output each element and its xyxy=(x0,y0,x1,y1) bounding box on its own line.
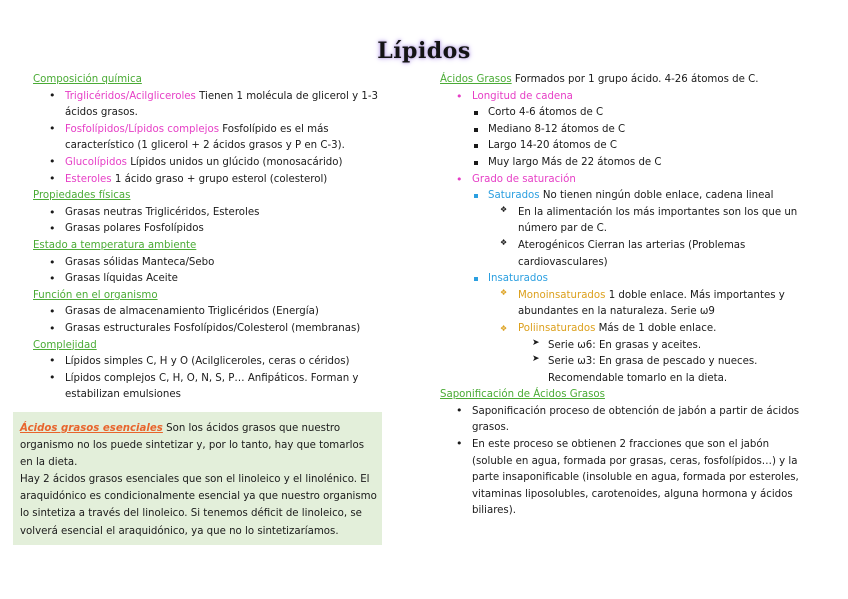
list-item: • Lípidos simples C, H y O (Acilgliceroles, ceras o céridos) xyxy=(33,354,408,371)
list-item: ❖ En la alimentación los más importantes son los que un número par de C. xyxy=(440,205,800,238)
box-title: Ácidos grasos esenciales xyxy=(20,423,163,434)
page-title: Lípidos xyxy=(377,38,471,64)
list-item: ➤ Serie ω6: En grasas y aceites. xyxy=(440,338,800,355)
mono-item: ❖ Monoinsaturados 1 doble enlace. Más importantes y abundantes en la naturaleza. Serie ω9 xyxy=(440,288,800,321)
longitud-label: • Longitud de cadena xyxy=(440,89,800,106)
section-heading-estado: Estado a temperatura ambiente xyxy=(33,239,197,251)
left-column xyxy=(33,72,408,404)
list-item: ➤ Serie ω3: En grasa de pescado y nueces. Recomendable tomarlo en la dieta. xyxy=(440,354,800,387)
list-item: Muy largo Más de 22 átomos de C xyxy=(440,155,800,172)
list-item: • Grasas polares Fosfolípidos xyxy=(33,221,408,238)
term-monoinsaturados: Monoinsaturados xyxy=(518,289,606,301)
section-heading-saponificacion: Saponificación de Ácidos Grasos xyxy=(440,389,605,401)
list-item: • Grasas sólidas Manteca/Sebo xyxy=(33,255,408,272)
list-item: • Esteroles 1 ácido graso + grupo esterol (colesterol) xyxy=(33,172,408,189)
section-heading-acidos: Ácidos Grasos xyxy=(440,74,512,85)
saturados-item: Saturados No tienen ningún doble enlace, cadena lineal xyxy=(440,188,800,205)
term-saturados: Saturados xyxy=(488,190,540,202)
list-item: • Grasas líquidas Aceite xyxy=(33,271,408,288)
list-item: • Glucolípidos Lípidos unidos un glúcido (monosacárido) xyxy=(33,155,408,172)
list-item: • Grasas de almacenamiento Triglicéridos (Energía) xyxy=(33,304,408,321)
list-item: • Grasas estructurales Fosfolípidos/Colesterol (membranas) xyxy=(33,321,408,338)
term-glucolipidos: Glucolípidos xyxy=(65,156,127,168)
list-item: • Triglicéridos/Acilgliceroles Tienen 1 molécula de glicerol y 1-3 ácidos grasos. xyxy=(33,89,408,122)
essential-fatty-acids-box: Ácidos grasos esenciales Son los ácidos grasos que nuestro organismo no los puede sintetizar y, por lo tanto, hay que tomarlos en la dieta. Hay 2 ácidos grasos esenciales que son el linoleico y el linolénico. El araquidónico es condicionalmente esencial ya que nuestro organismo lo sintetiza a través del linoleico. Si tenemos déficit de linoleico, se volverá esencial el araquidónico, ya que no lo sintetizaríamos. xyxy=(13,412,382,545)
section-heading-composicion: Composición química xyxy=(33,74,142,85)
poli-item: ❖ Poliinsaturados Más de 1 doble enlace. xyxy=(440,321,800,338)
box-line: organismo no los puede sintetizar y, por lo tanto, hay que tomarlos xyxy=(20,440,365,452)
list-item: ❖ Aterogénicos Cierran las arterias (Problemas cardiovasculares) xyxy=(440,238,800,271)
acidos-list xyxy=(440,89,800,388)
list-item: • En este proceso se obtienen 2 fracciones que son el jabón (soluble en agua, formada por grasas, ceras, fosfolípidos…) y la parte insaponificable (insoluble en agua, formada por esteroles, vitaminas liposolubles, carotenoides, alguna hormona y ácidos biliares). xyxy=(440,437,800,520)
section-heading-complejidad: Complejidad xyxy=(33,339,97,351)
list-item: Largo 14-20 átomos de C xyxy=(440,138,800,155)
term-fosfolipidos: Fosfolípidos/Lípidos complejos xyxy=(65,123,219,135)
term-trigliceridos: Triglicéridos/Acilgliceroles xyxy=(65,90,196,102)
term-esteroles: Esteroles xyxy=(65,173,112,185)
right-column: Ácidos Grasos Formados por 1 grupo ácido. 4-26 átomos de C. • Longitud de cadena Corto 4-6 átomos de C Mediano 8-12 átomos de C Largo 14-20 átomos de C Muy largo Más de 22 átomos de C • Grado de saturación Saturados No tienen ningún doble enlace, cadena lineal ❖ En la alimentación los más importantes son los que un número par de C. ❖ Aterogénicos Cierran las arterias (Problemas cardiovasculares) Insaturados ❖ Monoinsaturados 1 doble enlace. Más importantes y abundantes en la naturaleza. Serie ω9 ❖ Poliinsaturados Más de 1 doble enlace. ➤ Serie ω6: En grasas y aceites. ➤ Serie ω3: En grasa de pescado y nueces. Recomendable tomarlo en la dieta. Saponificación de Ácidos Grasos • Saponificación proceso de obtención de jabón a partir de ácidos grasos. • En este proceso se obtienen 2 fracciones que son el jabón (soluble en agua, formada por grasas, ceras, fosfolípidos…) y la parte insaponificable (insoluble en agua, formada por esteroles, vitaminas liposolubles, carotenoides, alguna hormona y ácidos biliares). xyxy=(440,72,800,520)
box-line: Hay 2 ácidos grasos esenciales que son el linoleico y el linolénico. El xyxy=(20,474,370,486)
estado-list xyxy=(33,255,408,288)
propiedades-list xyxy=(33,205,408,238)
term-insaturados: Insaturados xyxy=(440,271,800,288)
section-heading-funcion: Función en el organismo xyxy=(33,289,158,301)
list-item: Corto 4-6 átomos de C xyxy=(440,105,800,122)
box-line: volverá esencial el araquidónico, ya que no lo sintetizaríamos. xyxy=(20,525,339,537)
complejidad-list xyxy=(33,354,408,404)
term-poliinsaturados: Poliinsaturados xyxy=(518,322,596,334)
box-line: en la dieta. xyxy=(20,457,78,469)
list-item: Mediano 8-12 átomos de C xyxy=(440,122,800,139)
list-item: • Lípidos complejos C, H, O, N, S, P… Anfipáticos. Forman y estabilizan emulsiones xyxy=(33,371,408,404)
funcion-list xyxy=(33,304,408,337)
box-line: araquidónico es condicionalmente esencial ya que nuestro organismo xyxy=(20,491,377,503)
section-heading-propiedades: Propiedades físicas xyxy=(33,190,131,202)
list-item: • Grasas neutras Triglicéridos, Esteroles xyxy=(33,205,408,222)
grado-label: • Grado de saturación xyxy=(440,172,800,189)
list-item: • Fosfolípidos/Lípidos complejos Fosfolípido es el más característico (1 glicerol + 2 ácidos grasos y P en C-3). xyxy=(33,122,408,155)
list-item: • Saponificación proceso de obtención de jabón a partir de ácidos grasos. xyxy=(440,404,800,437)
composicion-list xyxy=(33,89,408,189)
saponificacion-list xyxy=(440,404,800,520)
box-line: lo sintetiza a través del linoleico. Si tenemos déficit de linoleico, se xyxy=(20,508,362,520)
